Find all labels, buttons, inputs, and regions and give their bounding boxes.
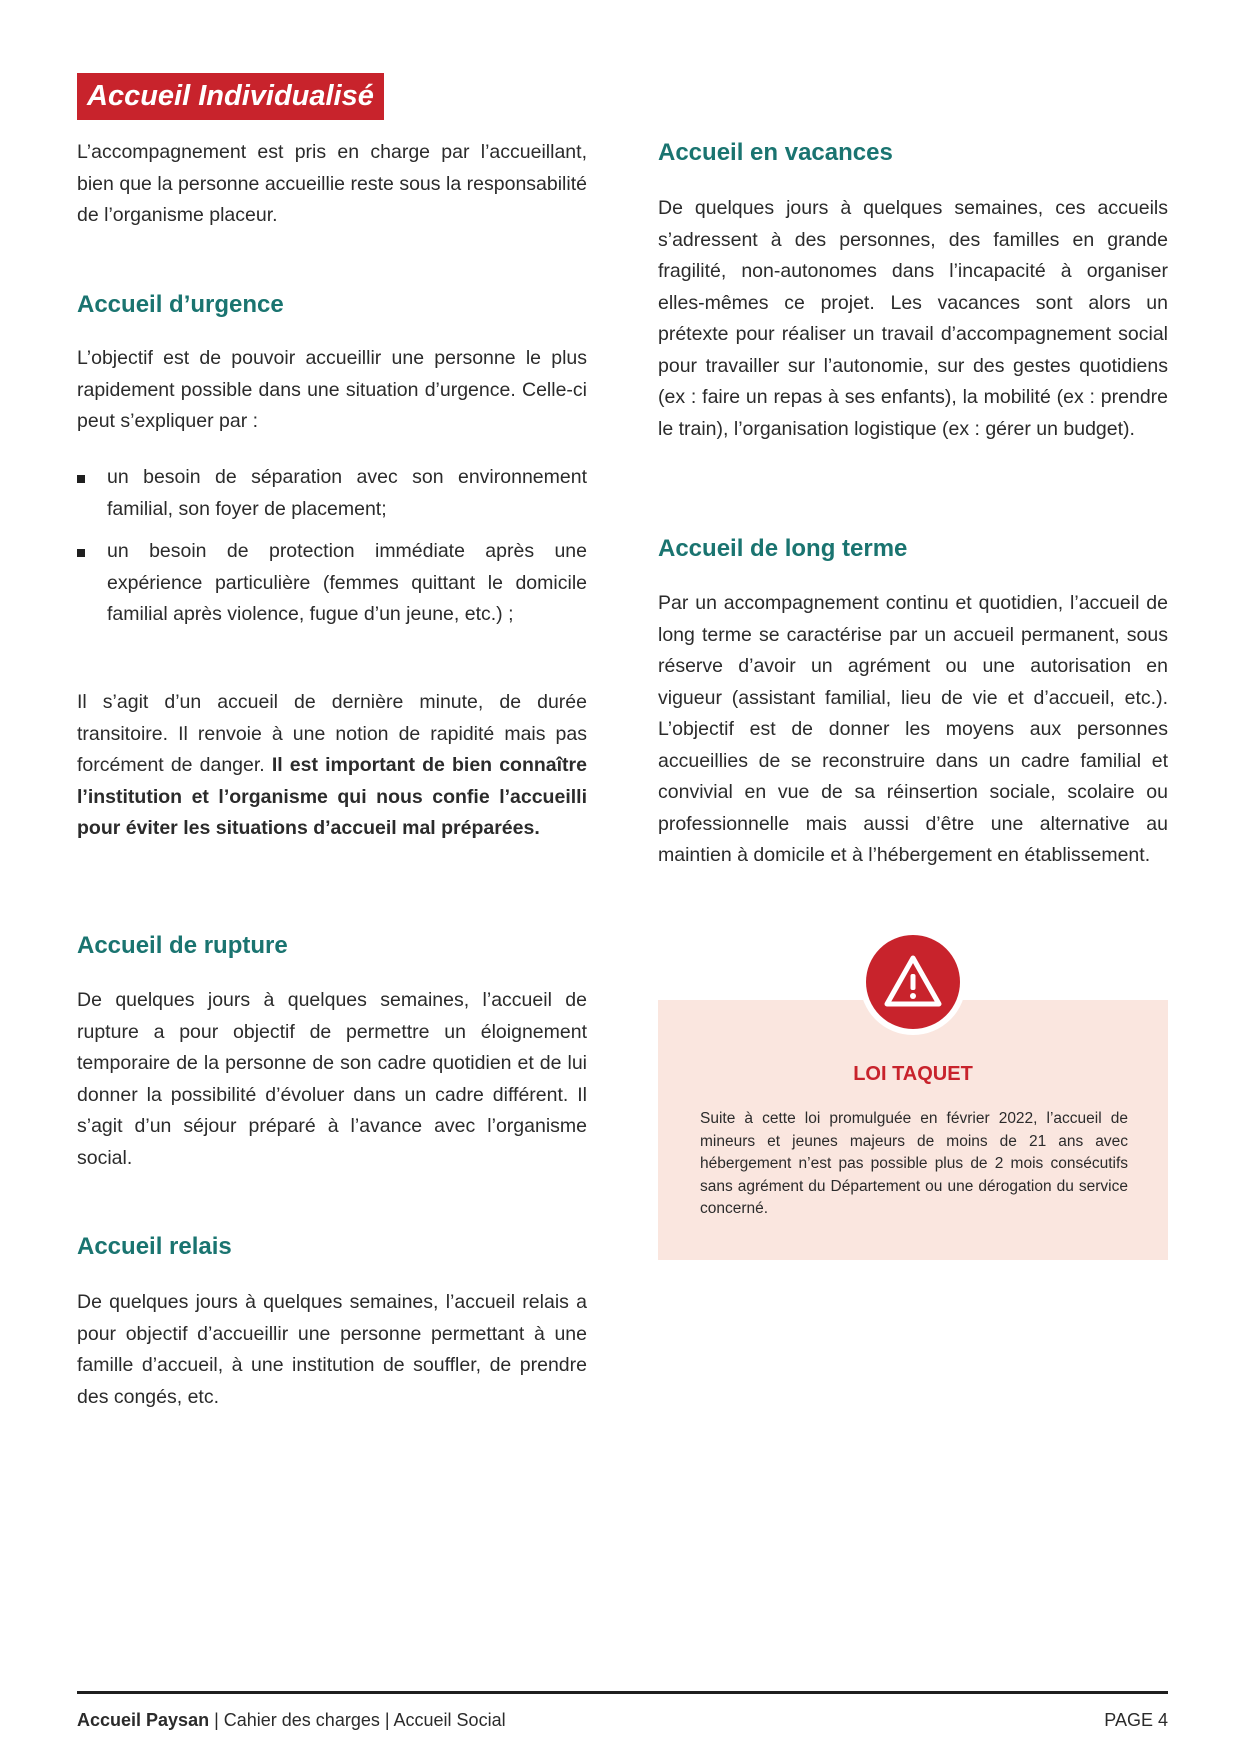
urgence-closing-bold: Il est important de bien connaître l’institution et l’organisme qui nous confie l’accueilli pour éviter les situations d’accueil mal préparées. <box>77 754 587 839</box>
urgence-closing-text <box>77 687 587 845</box>
urgence-closing-regular: Il s’agit d’un accueil de dernière minute, de durée transitoire. Il renvoie à une notion de rapidité mais pas forcément de danger. <box>77 691 587 776</box>
square-bullet-icon <box>77 475 85 483</box>
bullet-text: un besoin de séparation avec son environnement familial, son foyer de placement; <box>107 466 587 520</box>
long-terme-body <box>658 588 1168 872</box>
bullet-text: un besoin de protection immédiate après une expérience particulière (femmes quittant le domicile familial après violence, fugue d’un jeune, etc.) ; <box>107 540 587 625</box>
warning-icon <box>866 935 960 1029</box>
page-title: Accueil Individualisé <box>77 73 384 120</box>
square-bullet-icon <box>77 549 85 557</box>
rupture-text: De quelques jours à quelques semaines, l’accueil de rupture a pour objectif de permettre un éloignement temporaire de la personne de son cadre quotidien et de lui donner la possibilité d’évoluer dans un cadre différent. Il s’agit d’un séjour préparé à l’avance avec l’organisme social. <box>77 989 587 1169</box>
relais-heading: Accueil relais <box>77 1233 232 1260</box>
section-rupture <box>77 931 587 961</box>
footer-divider <box>77 1691 1168 1694</box>
section-vacances <box>658 138 1168 168</box>
urgence-bullets <box>77 462 587 642</box>
notice-text: Suite à cette loi promulguée en février 2022, l’accueil de mineurs et jeunes majeurs de moins de 21 ans avec hébergement n’est pas possible plus de 2 mois consécutifs sans agrément du Département ou une dérogation du service concerné. <box>700 1110 1128 1217</box>
long-terme-text: Par un accompagnement continu et quotidien, l’accueil de long terme se caractérise par un accueil permanent, sous réserve d’avoir un agrément ou une autorisation en vigueur (assistant familial, lieu de vie et d’accueil, etc.). L’objectif est de donner les moyens aux personnes accueillies de se reconstruire dans un cadre familial et convivial en vue de sa réinsertion sociale, scolaire ou professionnelle mais aussi d’être une alternative au maintien à domicile et à l’hébergement en établissement. <box>658 592 1168 866</box>
list-item <box>77 462 587 525</box>
bullet-list <box>77 462 587 631</box>
urgence-body <box>77 343 587 438</box>
long-terme-heading: Accueil de long terme <box>658 535 908 562</box>
urgence-intro: L’objectif est de pouvoir accueillir une personne le plus rapidement possible dans une situation d’urgence. Celle-ci peut s’expliquer par : <box>77 347 587 432</box>
list-item <box>77 536 587 631</box>
relais-text: De quelques jours à quelques semaines, l’accueil relais a pour objectif d’accueillir une personne permettant à une famille d’accueil, à une institution de souffler, de prendre des congés, etc. <box>77 1291 587 1408</box>
urgence-heading: Accueil d’urgence <box>77 291 284 318</box>
relais-body <box>77 1287 587 1413</box>
notice-title: LOI TAQUET <box>853 1063 973 1085</box>
vacances-text: De quelques jours à quelques semaines, ces accueils s’adressent à des personnes, des familles en grande fragilité, non-autonomes dans l’incapacité à organiser elles-mêmes ce projet. Les vacances sont alors un prétexte pour réaliser un travail d’accompagnement social pour travailler sur l’autonomie, sur des gestes quotidiens (ex : faire un repas à ses enfants), la mobilité (ex : prendre le train), l’organisation logistique (ex : gérer un budget). <box>658 197 1168 440</box>
vacances-body <box>658 193 1168 445</box>
vacances-heading: Accueil en vacances <box>658 139 893 166</box>
intro-text: L’accompagnement est pris en charge par l’accueillant, bien que la personne accueillie reste sous la responsabilité de l’organisme placeur. <box>77 141 587 226</box>
footer-brand: Accueil Paysan <box>77 1710 210 1730</box>
page-number: PAGE 4 <box>1104 1710 1168 1730</box>
footer-trail: | Cahier des charges | Accueil Social <box>209 1710 506 1730</box>
section-relais <box>77 1232 587 1262</box>
rupture-heading: Accueil de rupture <box>77 932 288 959</box>
rupture-body <box>77 985 587 1174</box>
notice-icon-badge <box>860 929 966 1035</box>
section-urgence <box>77 290 587 320</box>
intro-paragraph <box>77 137 587 232</box>
urgence-closing <box>77 687 587 845</box>
footer-breadcrumb <box>77 1708 506 1732</box>
section-long-terme <box>658 534 1168 564</box>
